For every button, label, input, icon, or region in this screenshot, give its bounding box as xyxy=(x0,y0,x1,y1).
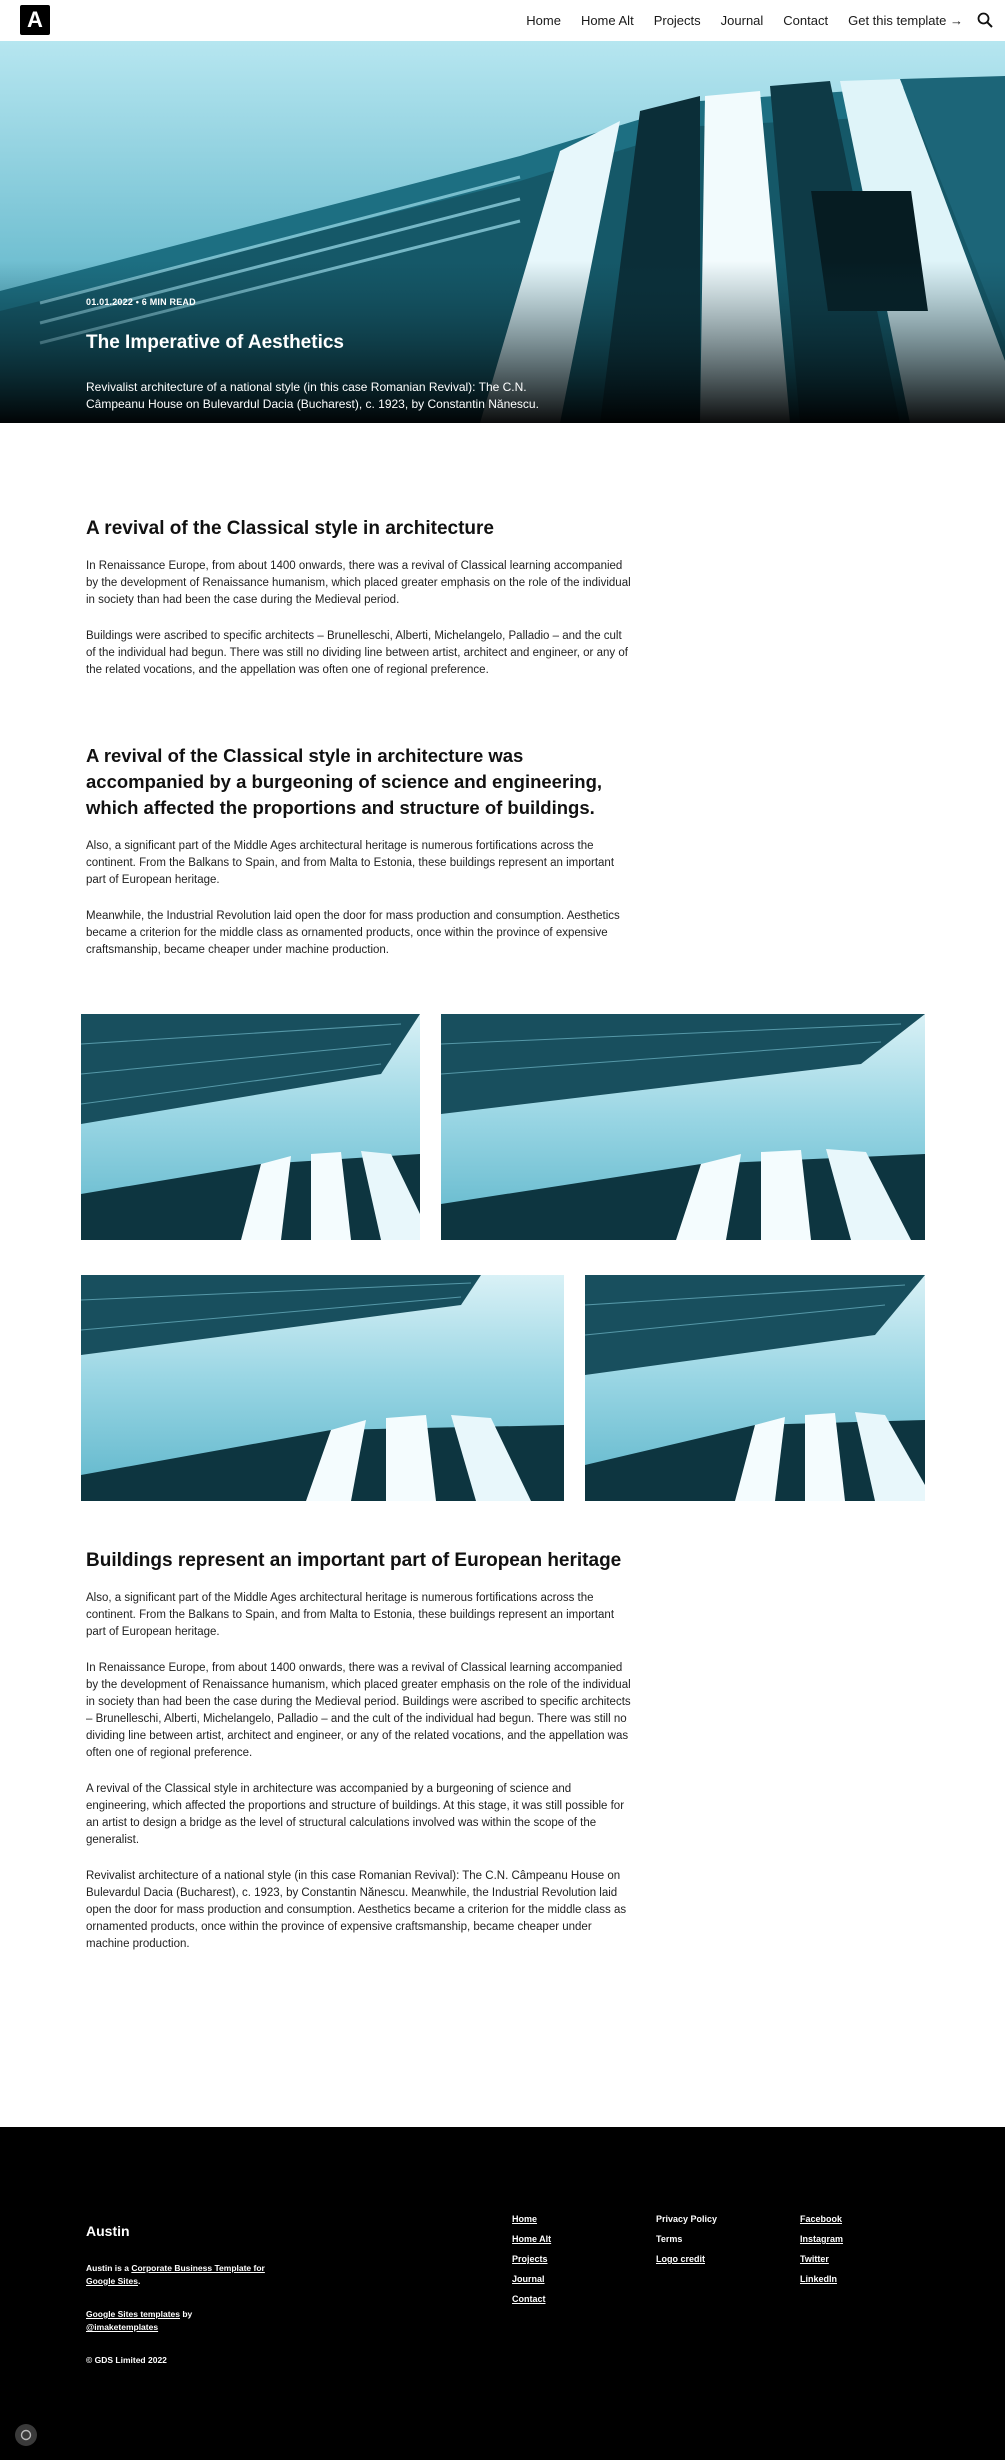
section-3-paragraph-1: Also, a significant part of the Middle Ages architectural heritage is numerous fortifications across the continent. From the Balkans to Spain, and from Malta to Estonia, these buildings represent an important part of European heritage. xyxy=(86,1592,615,1638)
hero-banner xyxy=(0,41,1005,423)
footer-nav-column xyxy=(512,2214,551,2304)
footer-link-instagram[interactable]: Instagram xyxy=(800,2234,844,2244)
footer-link-logo-credit[interactable]: Logo credit xyxy=(656,2254,705,2264)
footer-link-journal[interactable]: Journal xyxy=(512,2274,545,2284)
footer-legal-column xyxy=(656,2214,717,2264)
section-2-paragraph-1: Also, a significant part of the Middle Ages architectural heritage is numerous fortifications across the continent. From the Balkans to Spain, and from Malta to Estonia, these buildings represent an important part of European heritage. xyxy=(86,840,615,886)
nav-get-template[interactable]: Get this template → xyxy=(848,13,963,28)
site-logo[interactable]: A xyxy=(20,5,50,35)
nav-home[interactable]: Home xyxy=(526,13,561,28)
section-2 xyxy=(86,743,631,959)
footer-link-home-alt[interactable]: Home Alt xyxy=(512,2234,552,2244)
nav-journal[interactable]: Journal xyxy=(720,13,764,28)
section-1 xyxy=(86,517,631,679)
section-2-paragraph-2: Meanwhile, the Industrial Revolution laid open the door for mass production and consumption. Aesthetics became a criterion for the middle class as ornamented products, once within the province of expensive craftsmanship, became cheaper under machine production. xyxy=(86,910,620,956)
footer-google-sites-link[interactable]: Google Sites templates xyxy=(86,2309,180,2319)
footer-credits-by: by xyxy=(180,2309,193,2319)
section-1-paragraph-2: Buildings were ascribed to specific architects – Brunelleschi, Alberti, Michelangelo, Palladio – and the cult of the individual had begun. There was still no dividing line between artist, architect and engineer, or any of the related vocations, and the appellation was often one of regional preference. xyxy=(86,630,628,676)
section-3-paragraph-2: In Renaissance Europe, from about 1400 onwards, there was a revival of Classical learning accompanied by the development of Renaissance humanism, which placed greater emphasis on the role of the individual in society than had been the case during the Medieval period. Buildings were ascribed to specific architects – Brunelleschi, Alberti, Michelangelo, Palladio – and the cult of the individual had begun. There was still no dividing line between artist, architect and engineer, or any of the related vocations, and the appellation was often one of regional preference. xyxy=(86,1662,631,1759)
main-nav xyxy=(526,0,963,41)
footer-link-terms[interactable]: Terms xyxy=(656,2234,683,2244)
section-2-heading: A revival of the Classical style in architecture was accompanied by a burgeoning of science and engineering, which affected the proportions and structure of buildings. xyxy=(86,745,603,818)
section-3 xyxy=(86,1549,631,1953)
site-header xyxy=(0,0,1005,41)
footer-link-linkedin[interactable]: LinkedIn xyxy=(800,2274,838,2284)
footer-link-projects[interactable]: Projects xyxy=(512,2254,548,2264)
section-1-heading: A revival of the Classical style in architecture xyxy=(86,518,494,539)
gallery-image-3[interactable] xyxy=(81,1275,564,1501)
footer-link-home[interactable]: Home xyxy=(512,2214,538,2224)
section-3-paragraph-4: Revivalist architecture of a national style (in this case Romanian Revival): The C.N. Câmpeanu House on Bulevardul Dacia (Bucharest), c. 1923, by Constantin Nănescu. Meanwhile, the Industrial Revolution laid open the door for mass production and consumption. Aesthetics became a criterion for the middle class as ornamented products, once within the province of expensive craftsmanship, became cheaper under machine production. xyxy=(86,1870,627,1950)
gallery-image-1[interactable] xyxy=(81,1014,420,1240)
footer-link-facebook[interactable]: Facebook xyxy=(800,2214,843,2224)
cookie-settings-icon[interactable] xyxy=(15,2424,37,2446)
footer-link-twitter[interactable]: Twitter xyxy=(800,2254,829,2264)
gallery-image-4[interactable] xyxy=(585,1275,925,1501)
article-meta: 01.01.2022 • 6 MIN READ xyxy=(86,297,196,307)
footer-template-link[interactable]: Corporate Business Template for Google Sites xyxy=(86,2263,265,2286)
nav-projects[interactable]: Projects xyxy=(653,13,701,28)
footer-social-column xyxy=(800,2214,843,2284)
page-title: The Imperative of Aesthetics xyxy=(86,332,344,353)
gallery-image-2[interactable] xyxy=(441,1014,925,1240)
footer-imaketemplates-link[interactable]: @imaketemplates xyxy=(86,2322,159,2332)
hero-building-image xyxy=(0,41,1005,423)
hero-description: Revivalist architecture of a national style (in this case Romanian Revival): The C.N. Câmpeanu House on Bulevardul Dacia (Bucharest), c. 1923, by Constantin Nănescu. xyxy=(86,380,539,411)
nav-home-alt[interactable]: Home Alt xyxy=(580,13,634,28)
footer-credits xyxy=(86,2308,286,2334)
footer-about-period: . xyxy=(137,2276,141,2286)
footer-copyright: © GDS Limited 2022 xyxy=(86,2355,167,2365)
footer-title: Austin xyxy=(86,2223,130,2239)
footer-link-privacy[interactable]: Privacy Policy xyxy=(656,2214,718,2224)
nav-contact[interactable]: Contact xyxy=(783,13,829,28)
search-icon[interactable] xyxy=(977,12,993,28)
footer-about xyxy=(86,2262,286,2288)
section-1-paragraph-1: In Renaissance Europe, from about 1400 onwards, there was a revival of Classical learning accompanied by the development of Renaissance humanism, which placed greater emphasis on the role of the individual in society than had been the case during the Medieval period. xyxy=(86,560,631,606)
footer-about-text: Austin is a xyxy=(86,2263,132,2273)
section-3-heading: Buildings represent an important part of European heritage xyxy=(86,1550,622,1571)
section-3-paragraph-3: A revival of the Classical style in architecture was accompanied by a burgeoning of science and engineering, which affected the proportions and structure of buildings. At this stage, it was still possible for an artist to design a bridge as the level of structural calculations involved was within the scope of the generalist. xyxy=(86,1783,625,1846)
footer-link-contact[interactable]: Contact xyxy=(512,2294,546,2304)
site-footer xyxy=(0,2127,1005,2460)
